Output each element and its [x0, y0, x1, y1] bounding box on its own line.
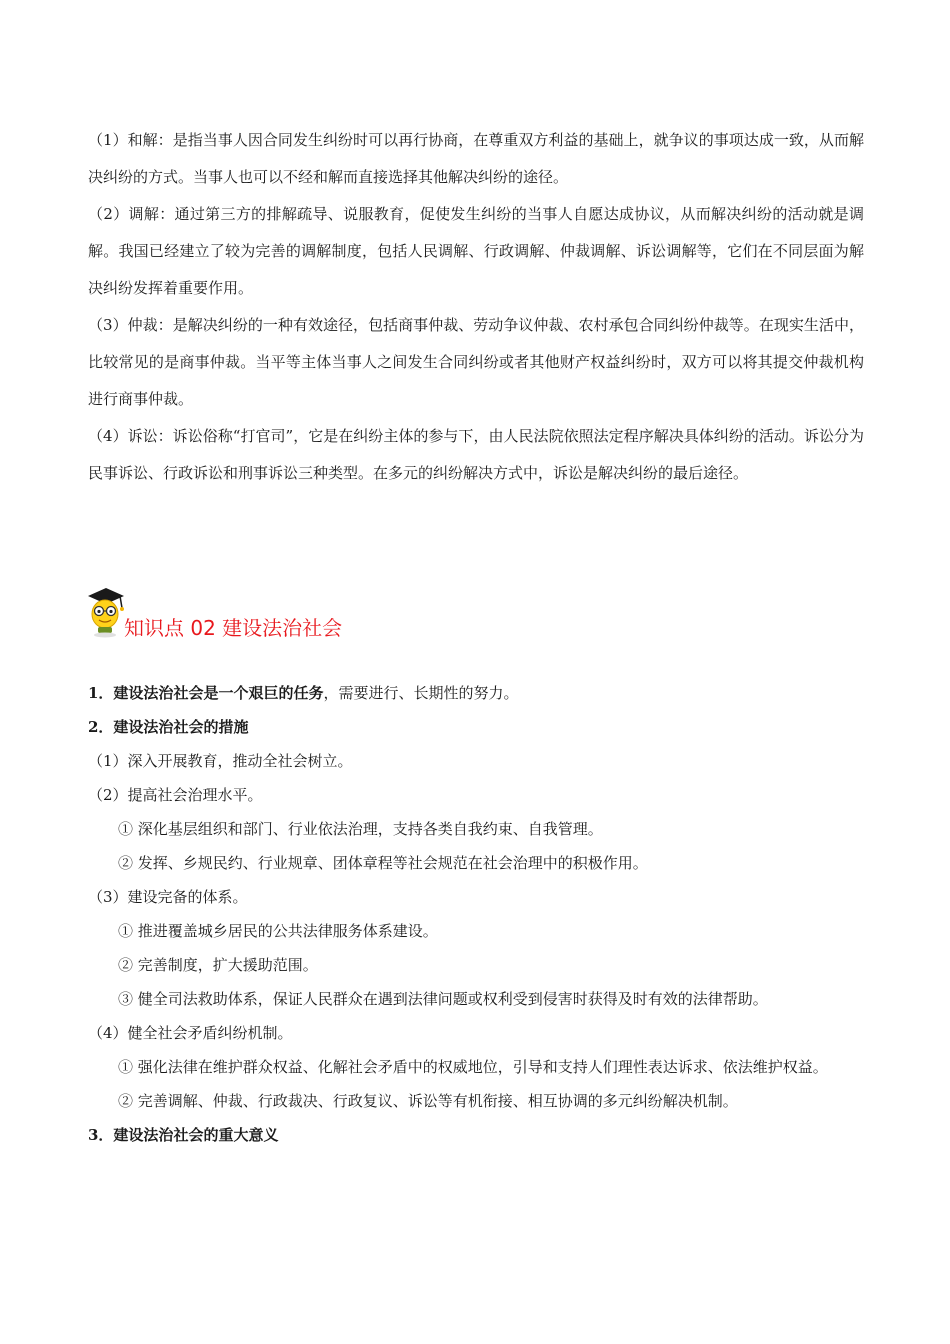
- sub-list-item: ② 发挥、乡规民约、行业规章、团体章程等社会规范在社会治理中的积极作用。: [118, 854, 648, 872]
- subheading-measures: 2．建设法治社会的措施: [88, 718, 249, 736]
- paragraph-mediation: （2）调解：通过第三方的排解疏导、说服教育，促使发生纠纷的当事人自愿达成协议，从而解决纠纷的活动就是调解。我国已经建立了较为完善的调解制度，包括人民调解、行政调解、仲裁调解、诉讼调解等，它们在不同层面为解决纠纷发挥着重要作用。: [88, 205, 864, 297]
- sub-list-item: ① 深化基层组织和部门、行业依法治理，支持各类自我约束、自我管理。: [118, 820, 603, 838]
- paragraph-reconciliation: （1）和解：是指当事人因合同发生纠纷时可以再行协商，在尊重双方利益的基础上，就争议的事项达成一致，从而解决纠纷的方式。当事人也可以不经和解而直接选择其他解决纠纷的途径。: [88, 131, 864, 186]
- sub-list-item: ② 完善制度，扩大援助范围。: [118, 956, 318, 974]
- knowledge-point-title: 知识点 02 建设法治社会: [124, 616, 343, 640]
- paragraph-arbitration: （3）仲裁：是解决纠纷的一种有效途径，包括商事仲裁、劳动争议仲裁、农村承包合同纠纷仲裁等。在现实生活中，比较常见的是商事仲裁。当平等主体当事人之间发生合同纠纷或者其他财产权益纠纷时，双方可以将其提交仲裁机构进行商事仲裁。: [88, 316, 864, 408]
- mascot-graduation-cap-icon: [84, 582, 128, 638]
- sub-list-item: ③ 健全司法救助体系，保证人民群众在遇到法律问题或权利受到侵害时获得及时有效的法律帮助。: [118, 990, 768, 1008]
- list-item: （3）建设完备的体系。: [88, 888, 248, 906]
- subheading-significance: 3．建设法治社会的重大意义: [88, 1126, 279, 1144]
- item-text: ，需要进行、长期性的努力。: [323, 684, 519, 702]
- list-item: [88, 676, 864, 710]
- sub-list-item: ① 强化法律在维护群众权益、化解社会矛盾中的权威地位，引导和支持人们理性表达诉求、依法维护权益。: [118, 1058, 828, 1076]
- dispute-resolution-section: [88, 122, 864, 492]
- list-item: （2）提高社会治理水平。: [88, 786, 263, 804]
- sub-list-item: ② 完善调解、仲裁、行政裁决、行政复议、诉讼等有机衔接、相互协调的多元纠纷解决机制。: [118, 1092, 738, 1110]
- rule-of-law-society-section: [88, 676, 864, 1152]
- item-heading: 1．建设法治社会是一个艰巨的任务: [88, 684, 324, 702]
- list-item: （1）深入开展教育，推动全社会树立。: [88, 752, 353, 770]
- paragraph-litigation: （4）诉讼：诉讼俗称“打官司”，它是在纠纷主体的参与下，由人民法院依照法定程序解决具体纠纷的活动。诉讼分为民事诉讼、行政诉讼和刑事诉讼三种类型。在多元的纠纷解决方式中，诉讼是解决纠纷的最后途径。: [88, 427, 864, 482]
- list-item: （4）健全社会矛盾纠纷机制。: [88, 1024, 293, 1042]
- sub-list-item: ① 推进覆盖城乡居民的公共法律服务体系建设。: [118, 922, 438, 940]
- knowledge-point-header: [84, 582, 484, 642]
